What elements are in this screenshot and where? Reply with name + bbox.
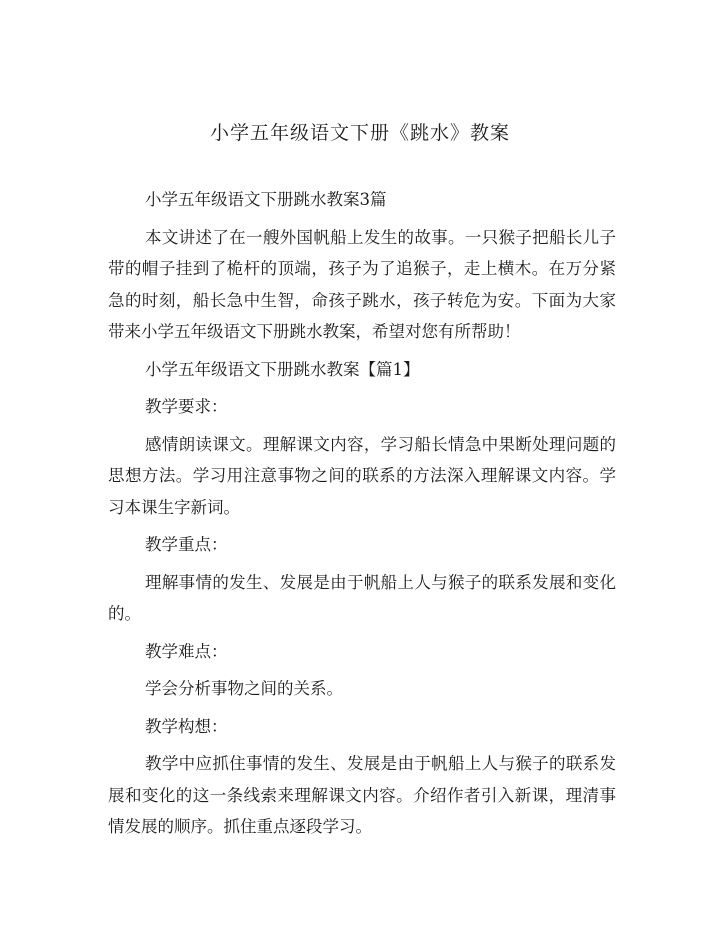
teaching-focus-text: 理解事情的发生、发展是由于帆船上人与猴子的联系发展和变化的。 (108, 572, 616, 623)
subtitle-paragraph: 小学五年级语文下册跳水教案3篇 (145, 190, 387, 209)
teaching-concept-heading: 教学构想： (145, 716, 228, 736)
teaching-requirements-text: 感情朗读课文。理解课文内容，学习船长情急中果断处理问题的思想方法。学习用注意事物之间的联系的方法深入理解课文内容。学习本课生字新词。 (108, 434, 616, 517)
document-title: 小学五年级语文下册《跳水》教案 (209, 122, 510, 144)
document-body (108, 184, 616, 849)
teaching-requirements-heading: 教学要求： (145, 397, 228, 416)
teaching-difficulty-heading: 教学难点： (145, 641, 228, 661)
teaching-concept-text: 教学中应抓住事情的发生、发展是由于帆船上人与猴子的联系发展和变化的这一条线索来理解课文内容。介绍作者引入新课，理清事情发展的顺序。抓住重点逐段学习。 (108, 754, 616, 836)
section-heading: 小学五年级语文下册跳水教案【篇1】 (145, 359, 420, 379)
teaching-focus-heading: 教学重点： (145, 535, 228, 554)
intro-paragraph: 本文讲述了在一艘外国帆船上发生的故事。一只猴子把船长儿子带的帽子挂到了桅杆的顶端，孩子为了追猴子，走上横木。在万分紧急的时刻，船长急中生智，命孩子跳水，孩子转危为安。下面为大家带来小学五年级语文下册跳水教案，希望对您有所帮助！ (108, 227, 616, 341)
teaching-difficulty-text: 学会分析事物之间的关系。 (145, 679, 343, 698)
